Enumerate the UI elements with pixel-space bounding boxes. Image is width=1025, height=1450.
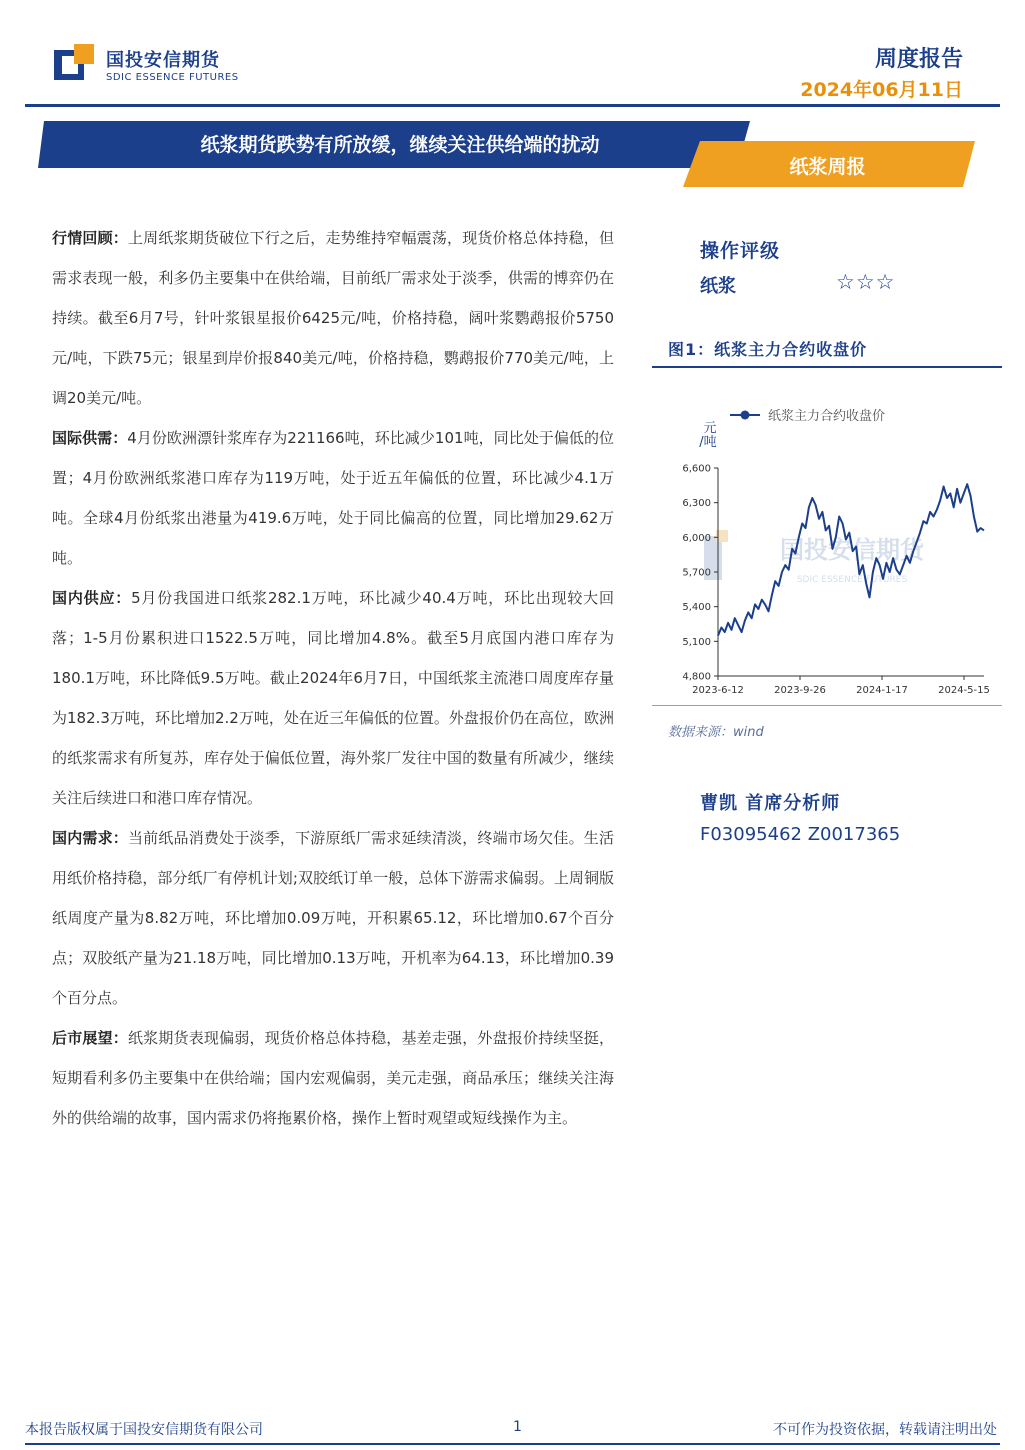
x-tick-label: 2023-6-12 (692, 685, 744, 696)
section-text: 4月份欧洲漂针浆库存为221166吨，环比减少101吨，同比处于偏低的位置；4月份欧洲纸浆港口库存为119万吨，处于近五年偏低的位置，环比减少4.1万吨。全球4月份纸浆出港量为419.6万吨，处于同比偏高的位置，同比增加29.62万吨。 (52, 429, 614, 567)
figure-bottom-divider (652, 705, 1002, 706)
report-date: 2024年06月11日 (800, 79, 963, 101)
rating-item: 纸浆 (700, 276, 736, 297)
logo-text-en: SDIC ESSENCE FUTURES (106, 72, 239, 83)
report-category: 纸浆周报 (789, 156, 866, 178)
section-label: 国内需求： (52, 829, 128, 847)
analyst-name: 曹凯 首席分析师 (700, 793, 841, 814)
report-body (52, 218, 614, 1138)
section-label: 后市展望： (52, 1029, 128, 1047)
y-tick-label: 5,100 (682, 636, 711, 648)
section-label: 行情回顾： (52, 229, 128, 247)
legend-label: 纸浆主力合约收盘价 (768, 409, 886, 424)
section-domestic-supply (52, 578, 614, 818)
data-source: 数据来源：wind (668, 725, 764, 740)
section-text: 上周纸浆期货破位下行之后，走势维持窄幅震荡，现货价格总体持稳，但需求表现一般，利多仍主要集中在供给端，目前纸厂需求处于淡季，供需的博弈仍在持续。截至6月7号，针叶浆银星报价6425元/吨，价格持稳，阔叶浆鹦鹉报价5750元/吨，下跌75元；银星到岸价报840美元/吨，价格持稳，鹦鹉报价770美元/吨，上调20美元/吨。 (52, 229, 614, 407)
y-axis-unit-bottom: /吨 (699, 435, 717, 450)
section-market-review (52, 218, 614, 418)
logo-text-cn: 国投安信期货 (106, 50, 220, 71)
section-outlook (52, 1018, 614, 1138)
report-type: 周度报告 (874, 47, 963, 72)
rating-stars-icon: ☆☆☆ (836, 270, 896, 294)
x-tick-label: 2023-9-26 (774, 685, 826, 696)
y-tick-label: 5,400 (682, 602, 711, 614)
y-tick-label: 6,600 (682, 463, 711, 475)
y-axis-unit-top: 元 (703, 421, 717, 436)
y-tick-label: 4,800 (682, 671, 711, 683)
x-tick-label: 2024-5-15 (938, 685, 990, 696)
x-tick-label: 2024-1-17 (856, 685, 908, 696)
y-tick-label: 5,700 (682, 567, 711, 579)
footer-disclaimer: 不可作为投资依据，转载请注明出处 (773, 1422, 997, 1438)
report-title: 纸浆期货跌势有所放缓，继续关注供给端的扰动 (200, 134, 600, 156)
section-text: 5月份我国进口纸浆282.1万吨，环比减少40.4万吨，环比出现较大回落；1-5月份累积进口1522.5万吨，同比增加4.8%。截至5月底国内港口库存为180.1万吨，环比降低9.5万吨。截止2024年6月7日，中国纸浆主流港口周度库存量为182.3万吨，环比增加2.2万吨，处在近三年偏低的位置。外盘报价仍在高位，欧洲的纸浆需求有所复苏，库存处于偏低位置，海外浆厂发往中国的数量有所减少，继续关注后续进口和港口库存情况。 (52, 589, 614, 807)
figure-divider (652, 366, 1002, 368)
footer-divider (25, 1443, 1000, 1445)
figure-title: 图1：纸浆主力合约收盘价 (668, 340, 868, 359)
price-chart (652, 390, 1002, 708)
chart-watermark: 国投安信期货 (780, 536, 924, 564)
legend-marker (741, 411, 750, 420)
y-tick-label: 6,300 (682, 498, 711, 510)
section-domestic-demand (52, 818, 614, 1018)
chart-watermark-en: SDIC ESSENCE FUTURES (796, 575, 908, 585)
section-text: 纸浆期货表现偏弱，现货价格总体持稳，基差走强，外盘报价持续坚挺，短期看利多仍主要集中在供给端；国内宏观偏弱，美元走强，商品承压；继续关注海外的供给端的故事，国内需求仍将拖累价格，操作上暂时观望或短线操作为主。 (52, 1029, 614, 1127)
y-tick-label: 6,000 (682, 532, 711, 544)
section-label: 国际供需： (52, 429, 128, 447)
footer-copyright: 本报告版权属于国投安信期货有限公司 (25, 1422, 263, 1438)
section-text: 当前纸品消费处于淡季，下游原纸厂需求延续清淡，终端市场欠佳。生活用纸价格持稳，部分纸厂有停机计划;双胶纸订单一般，总体下游需求偏弱。上周铜版纸周度产量为8.82万吨，环比增加0.09万吨，开积累65.12，环比增加0.67个百分点；双胶纸产量为21.18万吨，同比增加0.13万吨，开机率为64.13，环比增加0.39个百分点。 (52, 829, 614, 1007)
section-label: 国内供应： (52, 589, 132, 607)
rating-title: 操作评级 (700, 240, 781, 262)
analyst-ids: F03095462 Z0017365 (700, 824, 901, 845)
section-international (52, 418, 614, 578)
page-number: 1 (513, 1419, 522, 1435)
